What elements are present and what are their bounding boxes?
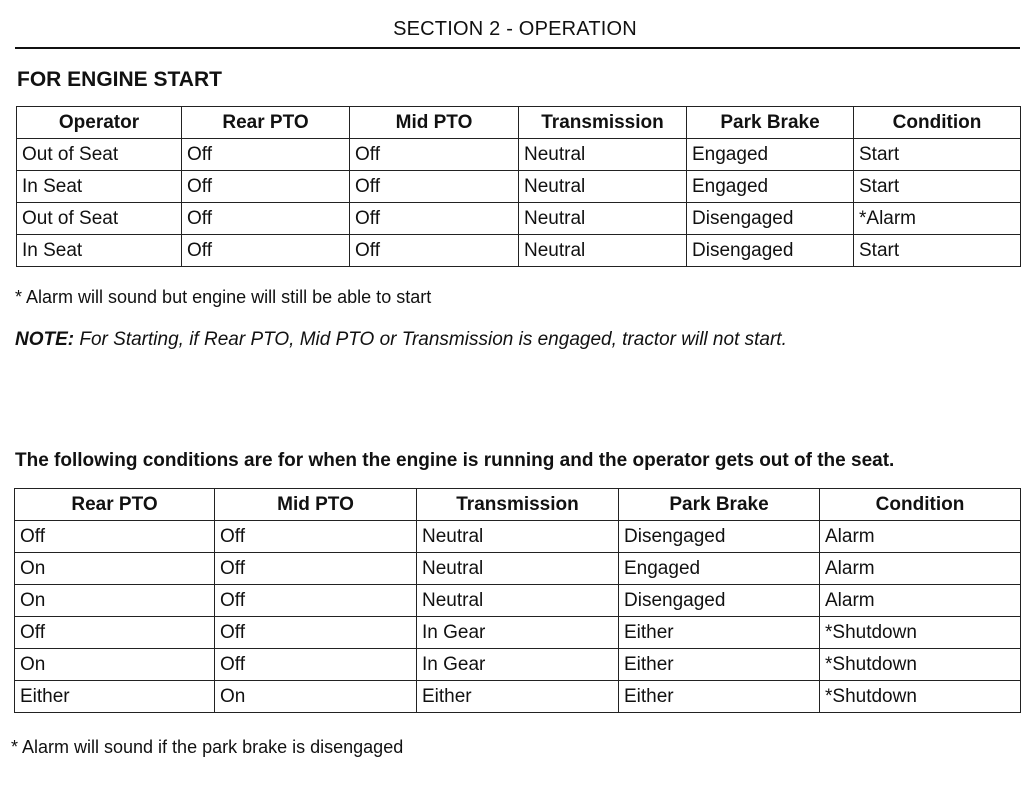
table-row — [17, 203, 1021, 235]
table-cell: Alarm — [820, 521, 1021, 553]
table-header-row — [15, 489, 1021, 521]
table-cell: *Alarm — [854, 203, 1021, 235]
table-cell: Either — [619, 681, 820, 713]
column-header-transmission: Transmission — [417, 489, 619, 521]
table-cell: Alarm — [820, 585, 1021, 617]
table-cell: Off — [215, 585, 417, 617]
table-cell: *Shutdown — [820, 617, 1021, 649]
engine-start-table — [16, 106, 1021, 267]
start-note — [15, 329, 787, 351]
table-cell: Alarm — [820, 553, 1021, 585]
table-row — [17, 139, 1021, 171]
table-cell: Off — [215, 617, 417, 649]
table-header-row — [17, 107, 1021, 139]
table-cell: In Seat — [17, 171, 182, 203]
table-cell: Neutral — [519, 171, 687, 203]
table-row — [15, 617, 1021, 649]
table-cell: *Shutdown — [820, 649, 1021, 681]
table-cell: On — [15, 649, 215, 681]
running-footnote: * Alarm will sound if the park brake is disengaged — [11, 737, 404, 757]
table-cell: Either — [15, 681, 215, 713]
table-cell: Off — [350, 203, 519, 235]
table-cell: Neutral — [417, 521, 619, 553]
table-cell: Start — [854, 139, 1021, 171]
column-header-mid-pto: Mid PTO — [215, 489, 417, 521]
table-cell: Engaged — [687, 171, 854, 203]
table-row — [17, 171, 1021, 203]
column-header-operator: Operator — [17, 107, 182, 139]
table-cell: Out of Seat — [17, 203, 182, 235]
table-cell: Disengaged — [687, 235, 854, 267]
table-cell: In Gear — [417, 649, 619, 681]
table-cell: Disengaged — [687, 203, 854, 235]
note-text: For Starting, if Rear PTO, Mid PTO or Transmission is engaged, tractor will not start. — [74, 329, 787, 350]
table-cell: Off — [15, 617, 215, 649]
column-header-transmission: Transmission — [519, 107, 687, 139]
header-rule — [15, 47, 1020, 49]
table-row — [17, 235, 1021, 267]
running-conditions-table — [14, 488, 1021, 713]
engine-start-footnote: * Alarm will sound but engine will still be able to start — [15, 287, 432, 307]
table-cell: Neutral — [519, 203, 687, 235]
section-title: SECTION 2 - OPERATION — [393, 18, 637, 40]
table-row — [15, 553, 1021, 585]
table-cell: Start — [854, 235, 1021, 267]
table-row — [15, 521, 1021, 553]
table-cell: Off — [350, 235, 519, 267]
note-label: NOTE: — [15, 329, 75, 350]
engine-start-heading: FOR ENGINE START — [17, 68, 222, 91]
table-cell: Either — [619, 617, 820, 649]
table-row — [15, 681, 1021, 713]
table-cell: Off — [15, 521, 215, 553]
running-conditions-intro: The following conditions are for when the engine is running and the operator gets out of the seat. — [15, 450, 895, 471]
table-cell: Either — [417, 681, 619, 713]
table-cell: Engaged — [619, 553, 820, 585]
column-header-park-brake: Park Brake — [619, 489, 820, 521]
table-cell: In Seat — [17, 235, 182, 267]
column-header-rear-pto: Rear PTO — [182, 107, 350, 139]
table-cell: Off — [182, 203, 350, 235]
table-cell: Either — [619, 649, 820, 681]
table-cell: On — [15, 553, 215, 585]
table-cell: Out of Seat — [17, 139, 182, 171]
column-header-rear-pto: Rear PTO — [15, 489, 215, 521]
column-header-condition: Condition — [820, 489, 1021, 521]
table-row — [15, 649, 1021, 681]
table-cell: Off — [182, 235, 350, 267]
table-cell: Neutral — [519, 139, 687, 171]
table-cell: On — [215, 681, 417, 713]
table-cell: *Shutdown — [820, 681, 1021, 713]
table-cell: Disengaged — [619, 585, 820, 617]
table-cell: Neutral — [417, 585, 619, 617]
table-cell: Start — [854, 171, 1021, 203]
table-row — [15, 585, 1021, 617]
table-cell: Off — [350, 139, 519, 171]
table-cell: Off — [215, 553, 417, 585]
column-header-mid-pto: Mid PTO — [350, 107, 519, 139]
table-cell: In Gear — [417, 617, 619, 649]
column-header-condition: Condition — [854, 107, 1021, 139]
table-cell: Off — [215, 521, 417, 553]
table-cell: Disengaged — [619, 521, 820, 553]
table-cell: Off — [215, 649, 417, 681]
table-cell: Off — [182, 171, 350, 203]
table-cell: Engaged — [687, 139, 854, 171]
table-cell: Off — [350, 171, 519, 203]
table-cell: Neutral — [417, 553, 619, 585]
table-cell: Neutral — [519, 235, 687, 267]
table-cell: On — [15, 585, 215, 617]
column-header-park-brake: Park Brake — [687, 107, 854, 139]
table-cell: Off — [182, 139, 350, 171]
